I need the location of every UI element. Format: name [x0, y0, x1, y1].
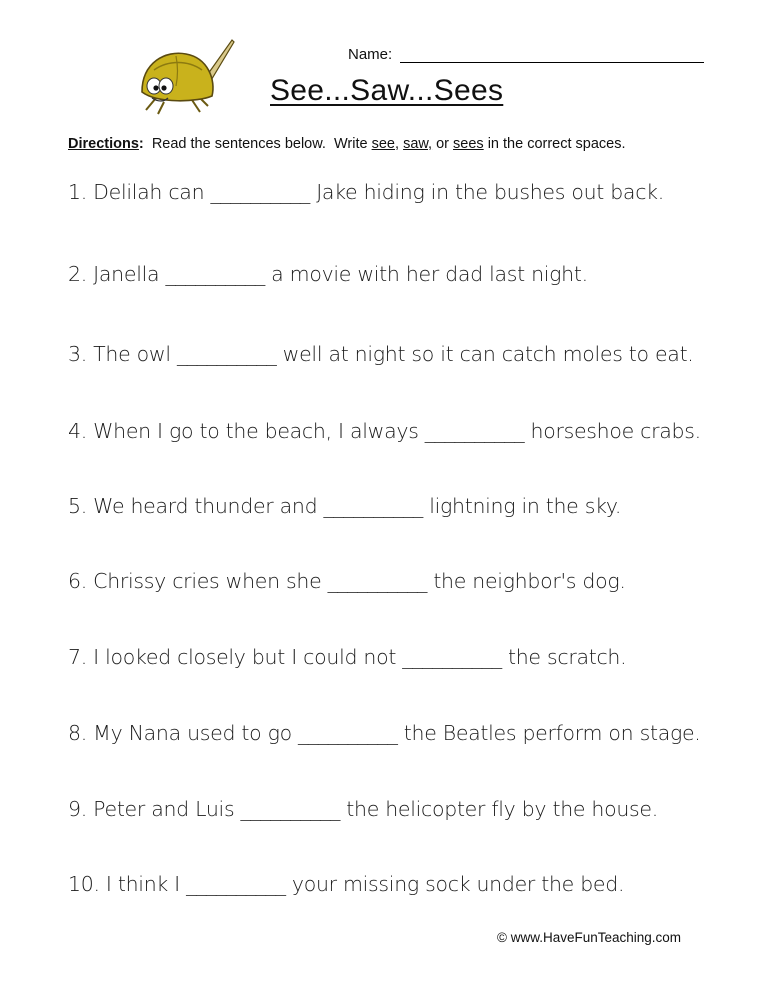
- name-input-line[interactable]: [400, 62, 704, 63]
- sentence-2: 2. Janella __________ a movie with her dad last night.: [68, 262, 588, 286]
- directions-or: or: [432, 136, 454, 152]
- horseshoe-crab-mascot-icon: [128, 36, 240, 118]
- directions-word-sees: sees: [453, 136, 484, 152]
- directions-word-see: see,: [371, 136, 400, 152]
- sentence-3: 3. The owl __________ well at night so it can catch moles to eat.: [68, 342, 694, 366]
- directions: [68, 136, 626, 152]
- sentence-10: 10. I think I __________ your missing sock under the bed.: [68, 872, 625, 896]
- sentence-9: 9. Peter and Luis __________ the helicopter fly by the house.: [68, 797, 658, 821]
- sentence-4: 4. When I go to the beach, I always __________ horseshoe crabs.: [68, 419, 701, 443]
- sentence-6: 6. Chrissy cries when she __________ the neighbor's dog.: [68, 569, 626, 593]
- copyright-footer: © www.HaveFunTeaching.com: [497, 930, 682, 945]
- directions-word-saw: saw,: [403, 136, 433, 152]
- sentence-7: 7. I looked closely but I could not __________ the scratch.: [68, 645, 627, 669]
- directions-text-after: in the correct spaces.: [483, 136, 626, 152]
- directions-colon: :: [138, 136, 144, 152]
- sentence-1: 1. Delilah can __________ Jake hiding in the bushes out back.: [68, 180, 664, 204]
- sentence-8: 8. My Nana used to go __________ the Beatles perform on stage.: [68, 721, 701, 745]
- sentence-5: 5. We heard thunder and __________ lightning in the sky.: [68, 494, 622, 518]
- directions-text-before: Read the sentences below. Write: [143, 136, 372, 152]
- directions-label: Directions: [68, 136, 139, 152]
- name-label: Name:: [348, 46, 393, 63]
- page-title: See...Saw...Sees: [270, 74, 504, 107]
